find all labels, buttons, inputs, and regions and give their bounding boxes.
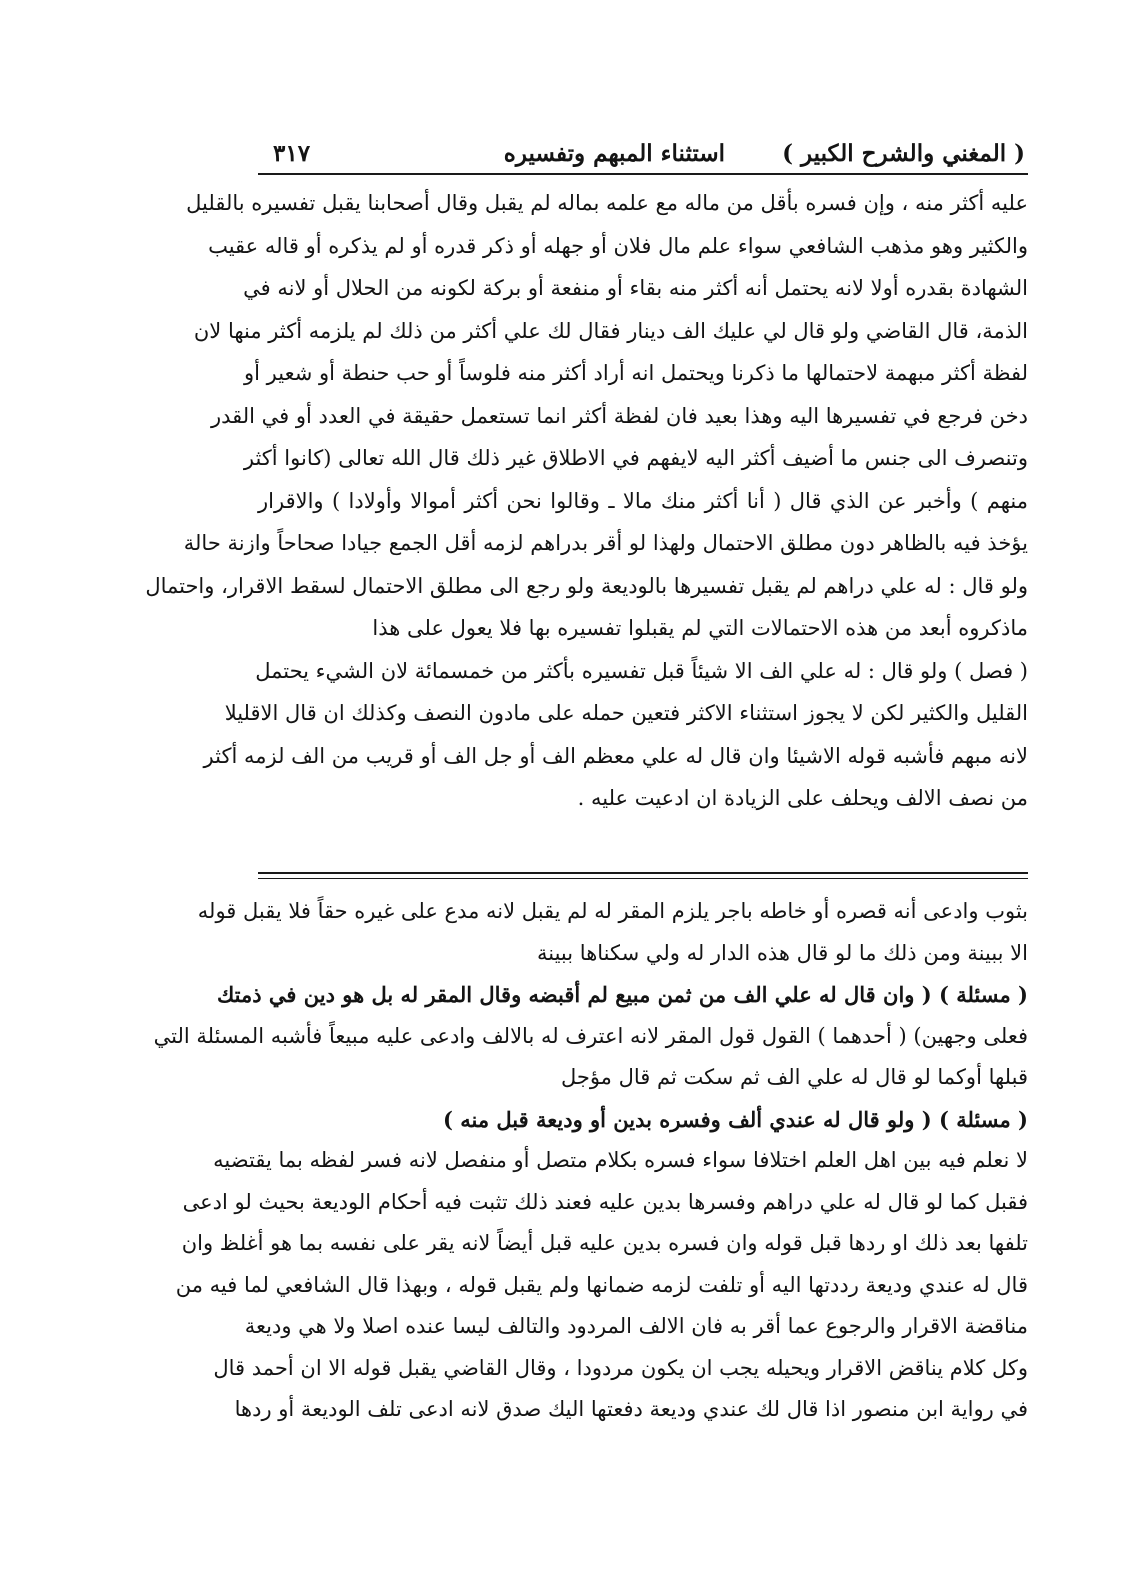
text-line: القليل والكثير لكن لا يجوز استثناء الاكثر فتعين حمله على مادون النصف وكذلك ان قال الاقليلا [224, 701, 1028, 725]
text-line: تلفها بعد ذلك او ردها قبل قوله وان فسره بدين عليه قبل أيضاً لانه يقر على نفسه بما هو أغلظ وان [181, 1231, 1028, 1255]
text-line: عليه أكثر منه ، وإن فسره بأقل من ماله مع علمه بماله لم يقبل وقال أصحابنا يقبل تفسيره بالقليل [186, 191, 1028, 215]
section-divider-top [258, 872, 1028, 874]
header-rule [258, 173, 1028, 175]
book-title: ( المغني والشرح الكبير ) [782, 140, 1025, 167]
text-line: وكل كلام يناقض الاقرار ويحيله يجب ان يكون مردودا ، وقال القاضي يقبل قوله الا ان أحمد قال [213, 1355, 1028, 1380]
chapter-title: استثناء المبهم وتفسيره [503, 140, 725, 167]
commentary-text-section [153, 891, 1028, 1431]
text-line: يؤخذ فيه بالظاهر دون مطلق الاحتمال ولهذا لو أقر بدراهم لزمه أقل الجمع جيادا صحاحاً وازنة حالة [183, 531, 1028, 555]
text-line: والكثير وهو مذهب الشافعي سواء علم مال فلان أو جهله أو ذكر قدره أو لم يذكره أو قاله عقيب [208, 233, 1028, 258]
text-line: لفظة أكثر مبهمة لاحتمالها ما ذكرنا ويحتمل انه أراد أكثر منه فلوساً أو حب حنطة أو شعير أو [244, 361, 1028, 385]
text-line: ( فصل ) ولو قال : له علي الف الا شيئاً قبل تفسيره بأكثر من خمسمائة لان الشيء يحتمل [255, 658, 1028, 683]
text-line: مناقضة الاقرار والرجوع عما أقر به فان الالف المردود والتالف ليسا عنده اصلا ولا هي وديعة [244, 1314, 1028, 1338]
text-line: لا نعلم فيه بين اهل العلم اختلافا سواء فسره بكلام متصل أو منفصل لانه فسر لفظه بما يقتضيه [213, 1148, 1028, 1172]
text-line: الا ببينة ومن ذلك ما لو قال هذه الدار له ولي سكناها ببينة [537, 940, 1028, 965]
text-line: ولو قال : له علي دراهم لم يقبل تفسيرها بالوديعة ولو رجع الى مطلق الاحتمال لسقط الاقرار، واحتمال [145, 573, 1028, 598]
text-line: ماذكروه أبعد من هذه الاحتمالات التي لم يقبلوا تفسيره بها فلا يعول على هذا [372, 616, 1028, 640]
page-number: ٣١٧ [273, 140, 311, 167]
text-line: دخن فرجع في تفسيرها اليه وهذا بعيد فان لفظة أكثر انما تستعمل حقيقة في العدد أو في القدر [210, 403, 1028, 428]
text-line: لانه مبهم فأشبه قوله الاشيئا وان قال له علي معظم الف أو جل الف أو قريب من الف لزمه أكثر [203, 743, 1028, 768]
text-line: فعلى وجهين) ( أحدهما ) القول قول المقر لانه اعترف له بالالف وادعى عليه مبيعاً فأشبه المسئلة التي [153, 1023, 1028, 1048]
text-line: بثوب وادعى أنه قصره أو خاطه باجر يلزم المقر له لم يقبل لانه مدع على غيره حقاً فلا يقبل قوله [197, 899, 1028, 923]
text-line: من نصف الالف ويحلف على الزيادة ان ادعيت عليه . [577, 786, 1028, 810]
text-line: قال له عندي وديعة رددتها اليه أو تلفت لزمه ضمانها ولم يقبل قوله ، وبهذا قال الشافعي لما فيه من [175, 1272, 1028, 1297]
text-line: في رواية ابن منصور اذا قال لك عندي وديعة دفعتها اليك صدق لانه ادعى تلف الوديعة أو ردها [234, 1397, 1028, 1421]
running-header [255, 136, 1025, 172]
section-divider-bottom [258, 878, 1028, 879]
text-line: منهم ) وأخبر عن الذي قال ( أنا أكثر منك مالا ـ وقالوا نحن أكثر أموالا وأولادا ) والاقرار [258, 488, 1028, 513]
text-line: ( مسئلة ) ( ولو قال له عندي ألف وفسره بدين أو وديعة قبل منه ) [442, 1106, 1028, 1132]
main-text-section [145, 182, 1028, 820]
text-line: وتنصرف الى جنس ما أضيف أكثر اليه لايفهم في الاطلاق غير ذلك قال الله تعالى (كانوا أكثر [243, 446, 1028, 470]
text-line: الشهادة بقدره أولا لانه يحتمل أنه أكثر منه بقاء أو منفعة أو بركة لكونه من الحلال أو لانه في [243, 276, 1028, 300]
text-line: قبلها أوكما لو قال له علي الف ثم سكت ثم قال مؤجل [560, 1065, 1028, 1089]
text-line: الذمة، قال القاضي ولو قال لي عليك الف دينار فقال لك علي أكثر من ذلك لم يلزمه أكثر منها لان [193, 318, 1028, 343]
text-line: ( مسئلة ) ( وان قال له علي الف من ثمن مبيع لم أقبضه وقال المقر له بل هو دين في ذمتك [216, 982, 1028, 1007]
text-line: فقبل كما لو قال له علي دراهم وفسرها بدين عليه فعند ذلك تثبت فيه أحكام الوديعة بحيث لو ادعى [182, 1189, 1028, 1214]
